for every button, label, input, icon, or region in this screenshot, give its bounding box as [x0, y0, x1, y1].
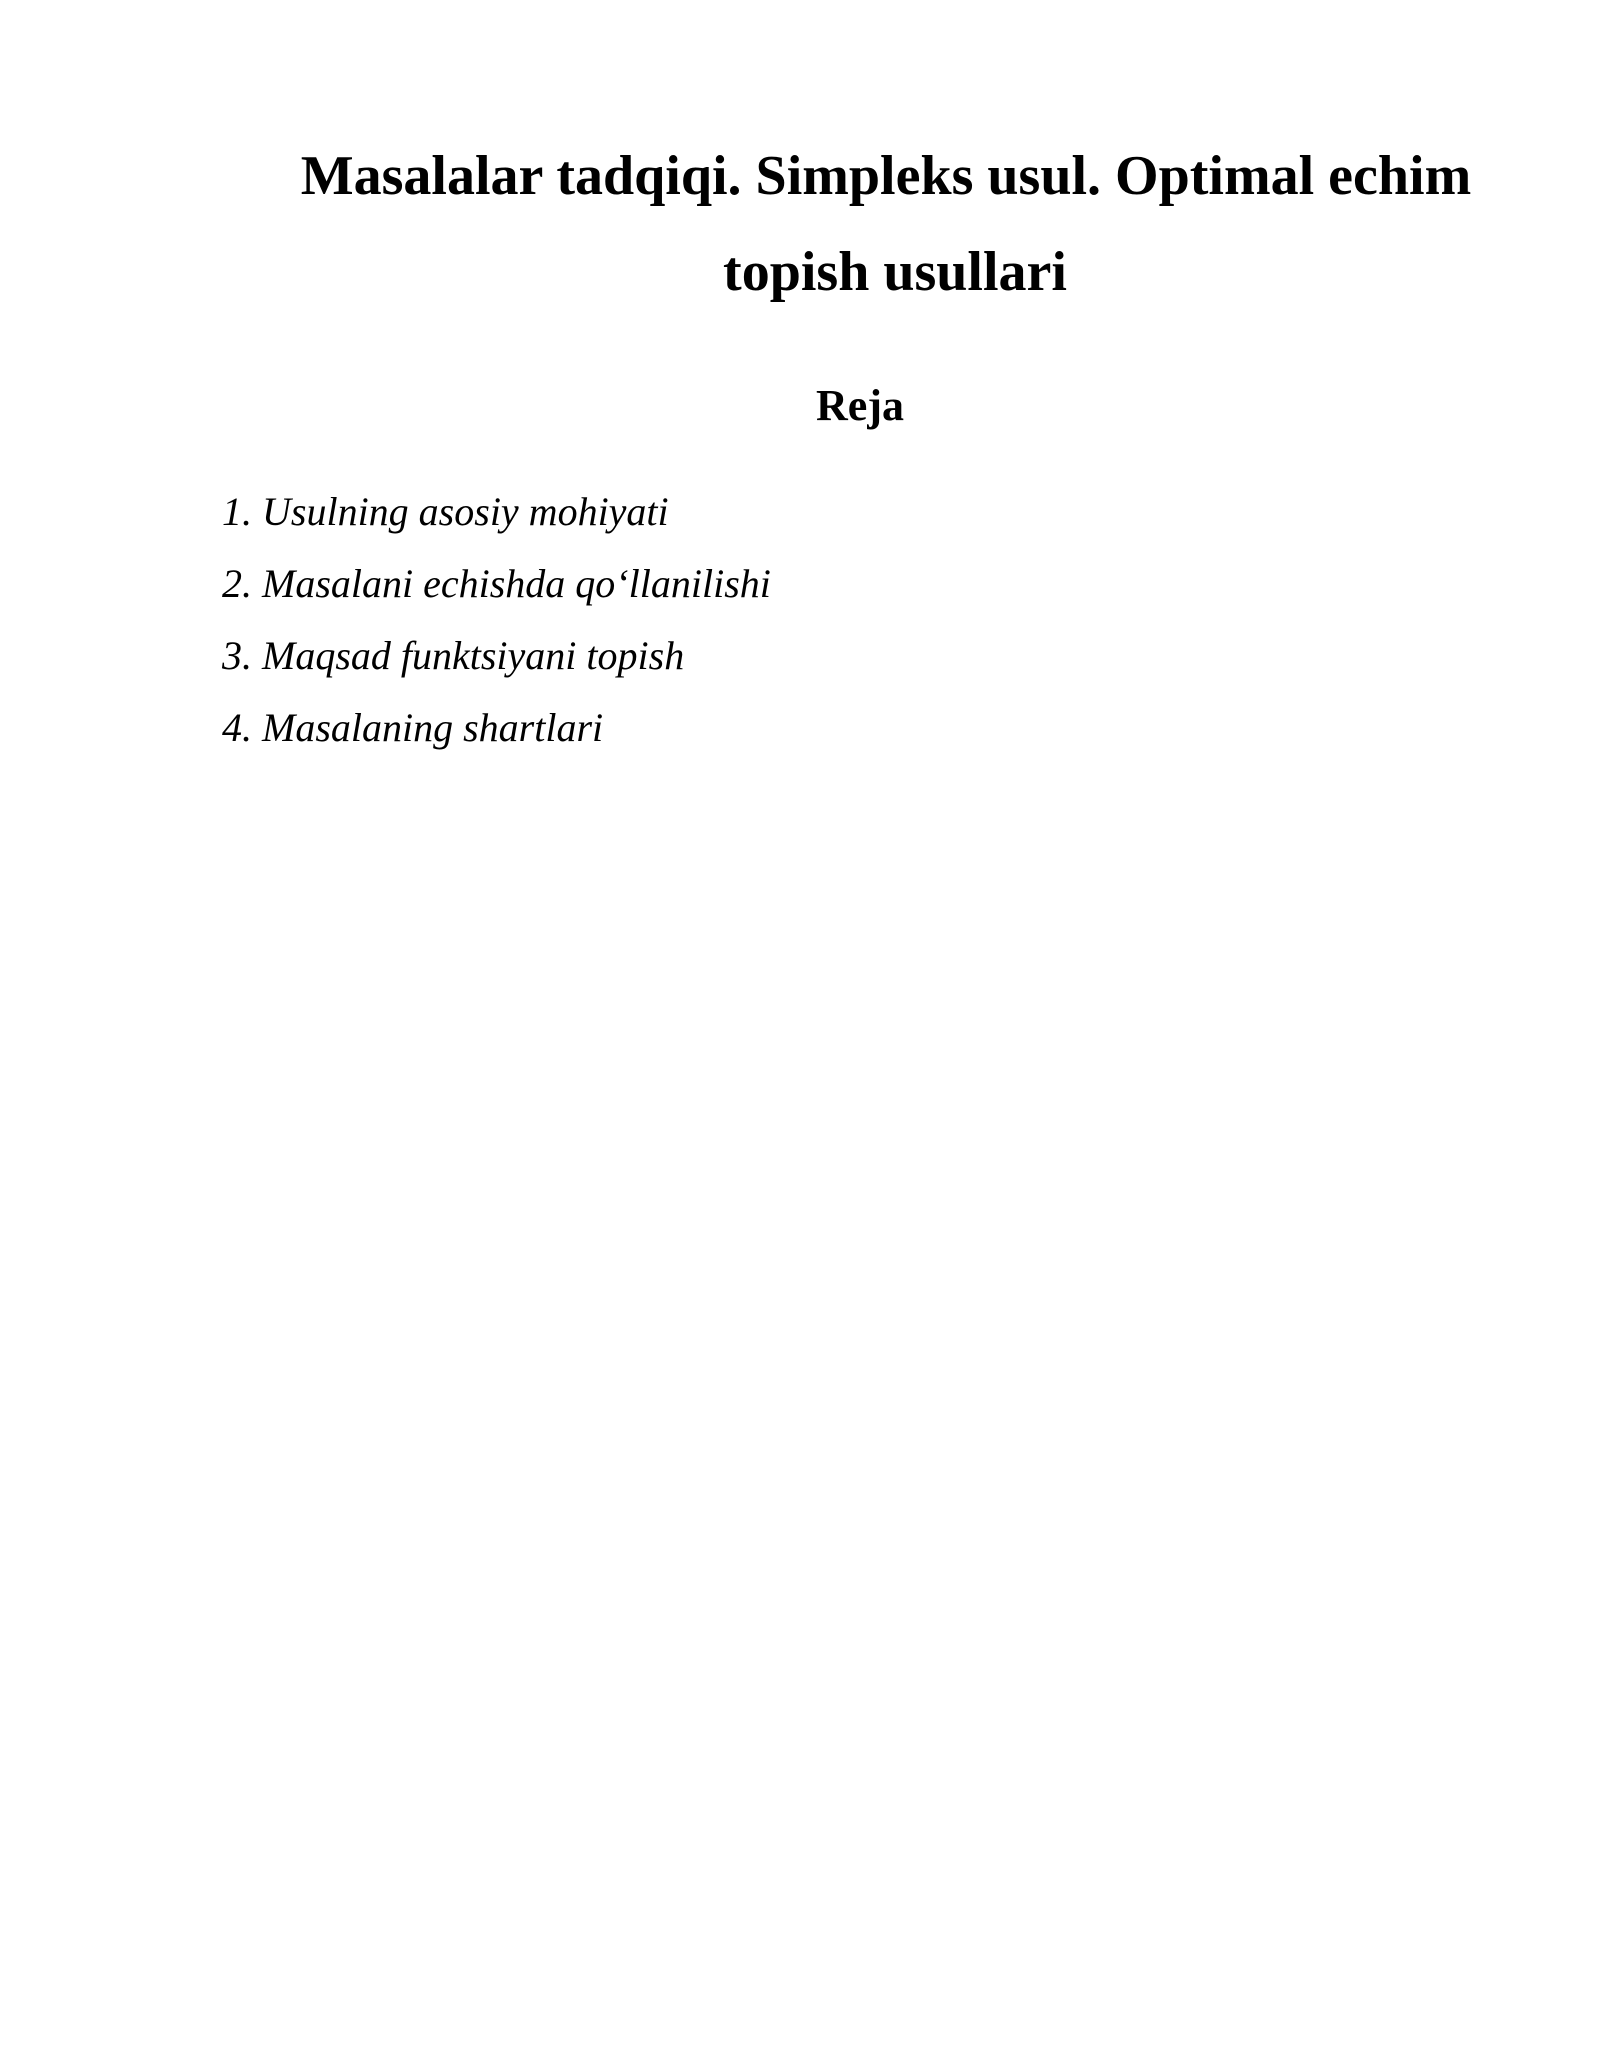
plan-item-2: 2. Masalani echishda qo‘llanilishi — [222, 561, 771, 606]
page-title — [220, 144, 1500, 304]
plan-item-4: 4. Masalaning shartlari — [222, 705, 604, 750]
plan-item-3: 3. Maqsad funktsiyani topish — [222, 633, 685, 678]
plan-heading: Reja — [816, 381, 904, 430]
title-line-2: topish usullari — [723, 241, 1067, 303]
plan-list — [222, 488, 771, 776]
plan-item-1: 1. Usulning asosiy mohiyati — [222, 489, 669, 534]
title-line-1: Masalalar tadqiqi. Simpleks usul. Optimal echim — [300, 145, 1472, 207]
